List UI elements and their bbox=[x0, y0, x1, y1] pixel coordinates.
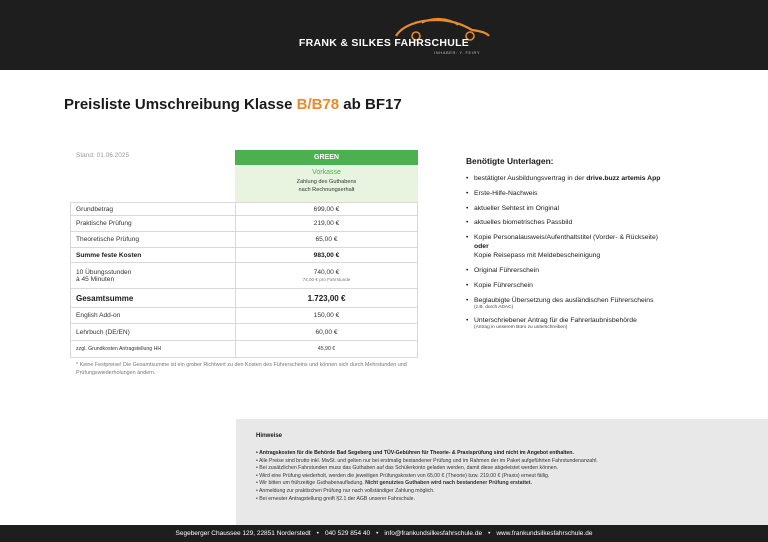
row-value: 219,00 € bbox=[235, 216, 418, 231]
item-text: bestätigter Ausbildungsvertrag in der bbox=[474, 175, 587, 182]
item-note: (Antrag in unserem Büro zu unterschreiben) bbox=[474, 325, 568, 331]
separator: • bbox=[376, 530, 379, 537]
list-item bbox=[466, 189, 751, 198]
brand-name: FRANK & SILKES FAHRSCHULE bbox=[298, 37, 470, 49]
item-text: Unterschriebener Antrag für die Fahrerlaubnisbehörde bbox=[474, 317, 637, 325]
item-text: Kopie Reisepass mit Meldebescheinigung bbox=[474, 252, 601, 260]
package-column-header: GREEN bbox=[235, 150, 418, 165]
page-footer bbox=[0, 525, 768, 542]
title-prefix: Preisliste Umschreibung Klasse bbox=[64, 96, 297, 113]
bullet: • bbox=[466, 219, 469, 227]
title-suffix: ab BF17 bbox=[339, 96, 402, 113]
bullet: • bbox=[466, 281, 469, 289]
row-value-note: 74,00 € pro Fahrstunde bbox=[302, 277, 351, 282]
stand-date: Stand: 01.06.2025 bbox=[76, 152, 130, 159]
row-label: Grundbetrag bbox=[70, 203, 235, 215]
item-text: Erste-Hilfe-Nachweis bbox=[474, 189, 538, 197]
table-row bbox=[70, 263, 418, 289]
bullet: • bbox=[466, 317, 469, 325]
item-text: Beglaubigte Übersetzung des ausländischen Führerscheins bbox=[474, 296, 654, 304]
table-row bbox=[70, 232, 418, 248]
footer-phone[interactable]: 040 529 854 40 bbox=[324, 530, 371, 537]
footer-address: Segeberger Chaussee 129, 22851 Norderstedt bbox=[175, 530, 311, 537]
row-label-line-2: à 45 Minuten bbox=[76, 275, 115, 283]
row-value: 1.723,00 € bbox=[235, 289, 418, 307]
item-note: (z.B. durch ADAC) bbox=[474, 304, 514, 310]
item-text-bold: oder bbox=[474, 243, 489, 251]
list-item bbox=[466, 316, 751, 331]
list-item: • Wird eine Prüfung wiederholt, werden die jeweiligen Prüfungskosten von 65,00 € (Theorie) bzw. 219,00 € (Praxis) erneut fällig. bbox=[256, 472, 550, 479]
list-item: • Bei zusätzlichen Fahrstunden muss das Guthaben auf das Schülerkonto geladen werden, damit diese abgeleistet werden können. bbox=[256, 465, 559, 472]
payment-info bbox=[235, 165, 418, 202]
list-item bbox=[466, 233, 751, 260]
row-label: zzgl. Grundkosten Antragstellung HH bbox=[70, 341, 235, 357]
row-label: Lehrbuch (DE/EN) bbox=[70, 324, 235, 340]
notes-list bbox=[256, 450, 761, 503]
payment-note-2: nach Rechnungserhalt bbox=[298, 187, 355, 193]
bullet: • bbox=[466, 204, 469, 212]
item-text-bold: drive.buzz artemis App bbox=[586, 175, 661, 182]
row-label: English Add-on bbox=[70, 308, 235, 323]
row-label: Theoretische Prüfung bbox=[70, 232, 235, 247]
separator: • bbox=[316, 530, 319, 537]
row-value bbox=[235, 263, 418, 288]
list-item bbox=[466, 174, 751, 183]
list-item bbox=[466, 204, 751, 213]
bullet: • bbox=[466, 189, 469, 197]
table-row bbox=[70, 341, 418, 358]
note-text: • Wir bitten um frühzeitige Guthabenaufladung. bbox=[256, 480, 366, 487]
price-table bbox=[70, 202, 418, 358]
list-item bbox=[256, 480, 761, 488]
page-title bbox=[64, 96, 402, 113]
row-label: Praktische Prüfung bbox=[70, 216, 235, 231]
bullet: • bbox=[466, 266, 469, 274]
payment-label: Vorkasse bbox=[312, 169, 341, 176]
item-text: aktueller Sehtest im Original bbox=[474, 204, 559, 212]
item-text: Kopie Personalausweis/Aufenthaltstitel (Vorder- & Rückseite) bbox=[474, 234, 658, 242]
brand-subtitle: INHABER: Y. FEIRY bbox=[434, 50, 481, 55]
list-item bbox=[466, 218, 751, 227]
item-text: Kopie Führerschein bbox=[474, 281, 533, 289]
bullet: • bbox=[466, 234, 469, 242]
list-item: • Bei erneuter Antragstellung greift §2.1 der AGB unserer Fahrschule. bbox=[256, 495, 415, 502]
table-row bbox=[70, 324, 418, 341]
separator: • bbox=[488, 530, 491, 537]
notes-box bbox=[236, 419, 768, 525]
note-text-bold: Nicht genutztes Guthaben wird nach bestandener Prüfung erstattet. bbox=[365, 480, 532, 487]
row-value: 65,00 € bbox=[235, 232, 418, 247]
row-value: 150,00 € bbox=[235, 308, 418, 323]
row-label bbox=[70, 263, 235, 288]
list-item bbox=[466, 296, 751, 311]
item-text: aktuelles biometrisches Passbild bbox=[474, 219, 573, 227]
row-value: 60,00 € bbox=[235, 324, 418, 340]
requirements-title: Benötigte Unterlagen: bbox=[466, 156, 554, 166]
table-row bbox=[70, 308, 418, 324]
footer-website[interactable]: www.frankundsilkesfahrschule.de bbox=[496, 530, 593, 537]
row-value: 699,00 € bbox=[235, 203, 418, 215]
item-text: Original Führerschein bbox=[474, 266, 539, 274]
list-item: • Anmeldung zur praktischen Prüfung nur nach vollständiger Zahlung möglich. bbox=[256, 487, 435, 494]
bullet: • bbox=[466, 296, 469, 304]
row-value: 983,00 € bbox=[235, 248, 418, 262]
title-highlight: B/B78 bbox=[296, 96, 340, 113]
list-item bbox=[466, 266, 751, 275]
row-label-line-1: 10 Übungsstunden bbox=[76, 268, 132, 276]
payment-note-1: Zahlung des Guthabens bbox=[296, 179, 357, 185]
notes-title: Hinweise bbox=[256, 433, 283, 439]
footer-email[interactable]: info@frankundsilkesfahrschule.de bbox=[384, 530, 483, 537]
row-value-main: 740,00 € bbox=[313, 269, 340, 276]
bullet: • bbox=[466, 175, 469, 182]
list-item bbox=[466, 281, 751, 290]
table-row bbox=[70, 289, 418, 308]
price-footnote: * Keine Festpreise! Die Gesamtsumme ist ein grober Richtwert zu den Kosten des Führerscheins und können sich durch Mehrstunden und Prüfungswiederholungen ändern. bbox=[76, 362, 407, 376]
row-label: Gesamtsumme bbox=[70, 289, 235, 307]
list-item: • Antragskosten für die Behörde Bad Segeberg und TÜV-Gebühren für Theorie- & Praxisprüfung sind nicht im Angebot enthalten. bbox=[256, 450, 574, 456]
requirements-list bbox=[466, 174, 751, 337]
table-row bbox=[70, 202, 418, 216]
table-row bbox=[70, 216, 418, 232]
list-item: • Alle Preise sind brutto inkl. MwSt. und gelten nur bei erstmalig bestandener Prüfung und im Rahmen der im Paket aufgeführten Fahrstundenanzahl. bbox=[256, 457, 598, 464]
page-header bbox=[0, 0, 768, 70]
table-row bbox=[70, 248, 418, 263]
row-value: 45,90 € bbox=[235, 341, 418, 357]
row-label: Summe feste Kosten bbox=[70, 248, 235, 262]
